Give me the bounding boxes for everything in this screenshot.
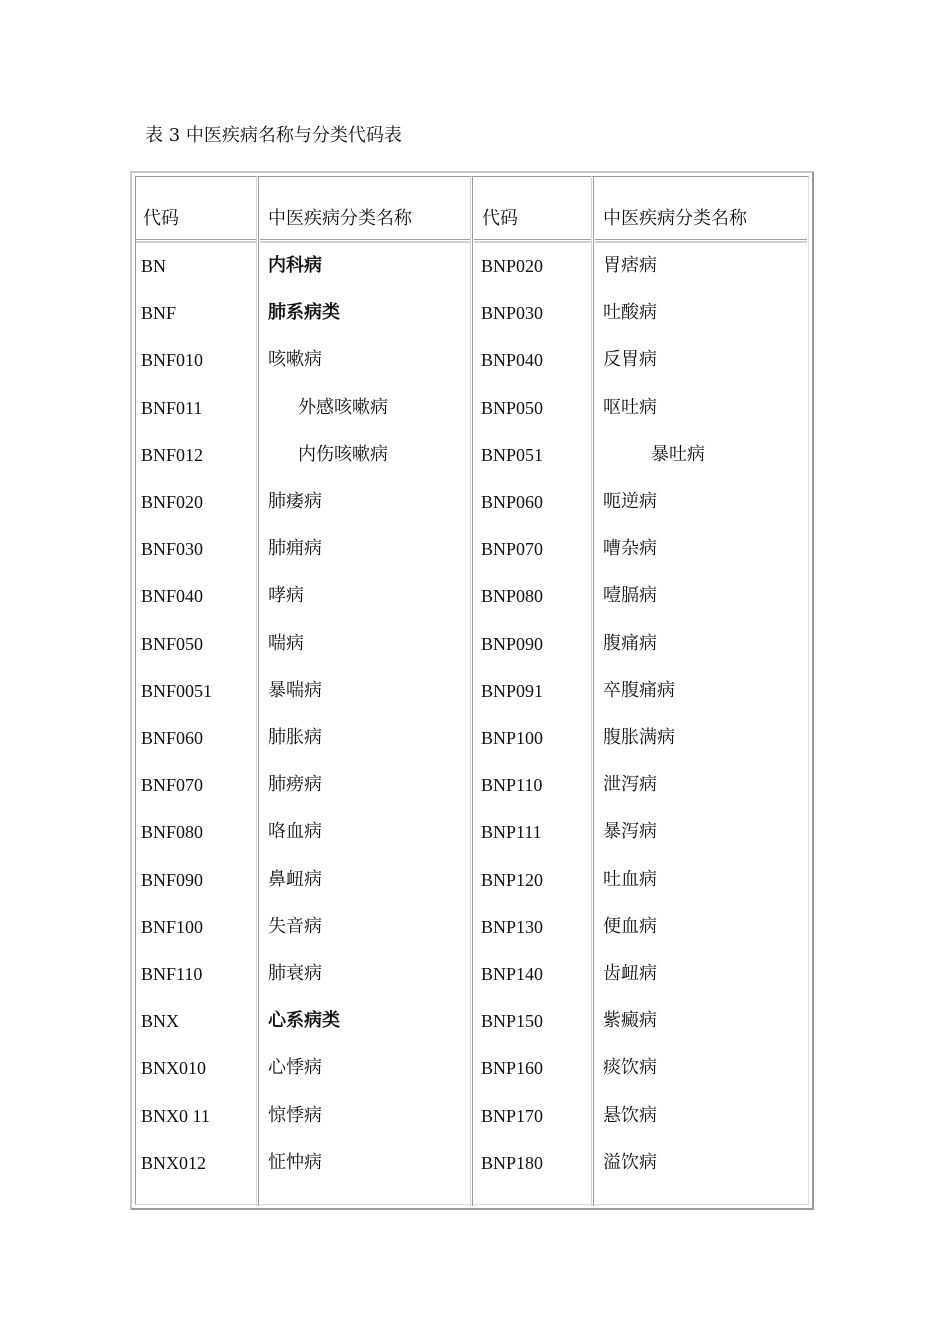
disease-name: 胃痞病	[603, 255, 657, 276]
disease-code: BNF040	[141, 586, 204, 606]
disease-code: BNP180	[481, 1153, 544, 1173]
disease-code: BNP150	[481, 1011, 544, 1031]
column-divider	[256, 176, 259, 1206]
disease-name: 腹胀满病	[603, 727, 675, 748]
disease-name: 内科病	[268, 255, 322, 276]
disease-code: BNF080	[141, 822, 204, 842]
disease-code: BNF0051	[141, 681, 213, 701]
disease-code: BNF030	[141, 539, 204, 559]
header-name-1: 中医疾病分类名称	[268, 208, 412, 229]
disease-name: 暴泻病	[603, 821, 657, 842]
disease-name: 暴喘病	[268, 680, 322, 701]
disease-code: BNF020	[141, 492, 204, 512]
disease-name: 呕吐病	[603, 397, 657, 418]
disease-code: BNP080	[481, 586, 544, 606]
disease-name: 心悸病	[268, 1057, 322, 1078]
disease-name: 肺痈病	[268, 538, 322, 559]
disease-name: 嘈杂病	[603, 538, 657, 559]
disease-name: 肺痿病	[268, 491, 322, 512]
disease-name: 肺胀病	[268, 727, 322, 748]
header-name-2: 中医疾病分类名称	[603, 208, 747, 229]
disease-name: 咯血病	[268, 821, 322, 842]
disease-name: 痰饮病	[603, 1057, 657, 1078]
disease-code: BNX	[141, 1011, 180, 1031]
disease-code: BNP170	[481, 1106, 544, 1126]
disease-name: 肺痨病	[268, 774, 322, 795]
disease-code: BNP130	[481, 917, 544, 937]
header-code-1: 代码	[143, 208, 179, 229]
disease-code: BNP140	[481, 964, 544, 984]
disease-code: BNP040	[481, 350, 544, 370]
disease-code: BNF050	[141, 634, 204, 654]
disease-code: BNP020	[481, 256, 544, 276]
disease-code: BNP110	[481, 775, 543, 795]
disease-name: 吐血病	[603, 869, 657, 890]
disease-code: BNF011	[141, 398, 203, 418]
disease-name: 肺系病类	[268, 302, 340, 323]
disease-name: 失音病	[268, 916, 322, 937]
disease-name: 腹痛病	[603, 633, 657, 654]
disease-name: 便血病	[603, 916, 657, 937]
disease-name: 呃逆病	[603, 491, 657, 512]
disease-code: BNP050	[481, 398, 544, 418]
column-divider	[591, 176, 594, 1206]
disease-name: 溢饮病	[603, 1152, 657, 1173]
disease-code: BNF070	[141, 775, 204, 795]
disease-code: BNP030	[481, 303, 544, 323]
disease-code: BN	[141, 256, 167, 276]
disease-code: BNX010	[141, 1058, 207, 1078]
disease-name: 紫癜病	[603, 1010, 657, 1031]
disease-code: BNX012	[141, 1153, 207, 1173]
disease-name: 惊悸病	[268, 1105, 322, 1126]
disease-name: 吐酸病	[603, 302, 657, 323]
disease-name: 卒腹痛病	[603, 680, 675, 701]
disease-name: 哮病	[268, 585, 304, 606]
disease-name: 内伤咳嗽病	[298, 444, 388, 465]
disease-code: BNP120	[481, 870, 544, 890]
disease-name: 鼻衄病	[268, 869, 322, 890]
header-divider	[260, 239, 470, 243]
disease-name: 泄泻病	[603, 774, 657, 795]
disease-name: 怔忡病	[268, 1152, 322, 1173]
disease-code: BNP060	[481, 492, 544, 512]
disease-code: BNP091	[481, 681, 544, 701]
disease-name: 暴吐病	[651, 444, 705, 465]
disease-code: BNF060	[141, 728, 204, 748]
disease-code: BNP160	[481, 1058, 544, 1078]
column-divider	[470, 176, 473, 1206]
disease-code: BNP100	[481, 728, 544, 748]
disease-code: BNX0 11	[141, 1106, 210, 1126]
header-divider	[474, 239, 591, 243]
disease-name: 肺衰病	[268, 963, 322, 984]
disease-code: BNF	[141, 303, 177, 323]
disease-name: 悬饮病	[603, 1105, 657, 1126]
disease-code: BNP070	[481, 539, 544, 559]
disease-name: 咳嗽病	[268, 349, 322, 370]
table-caption: 表 3 中医疾病名称与分类代码表	[145, 125, 402, 146]
disease-name: 心系病类	[268, 1010, 340, 1031]
disease-code: BNP051	[481, 445, 544, 465]
disease-name: 齿衄病	[603, 963, 657, 984]
disease-code: BNF100	[141, 917, 204, 937]
disease-code: BNF010	[141, 350, 204, 370]
disease-name: 反胃病	[603, 349, 657, 370]
disease-name: 噎膈病	[603, 585, 657, 606]
disease-code: BNF090	[141, 870, 204, 890]
disease-code: BNF012	[141, 445, 204, 465]
disease-name: 喘病	[268, 633, 304, 654]
disease-name: 外感咳嗽病	[298, 397, 388, 418]
disease-code: BNP111	[481, 822, 542, 842]
disease-code: BNP090	[481, 634, 544, 654]
header-code-2: 代码	[482, 208, 518, 229]
disease-code: BNF110	[141, 964, 203, 984]
header-divider	[136, 239, 256, 243]
header-divider	[595, 239, 807, 243]
